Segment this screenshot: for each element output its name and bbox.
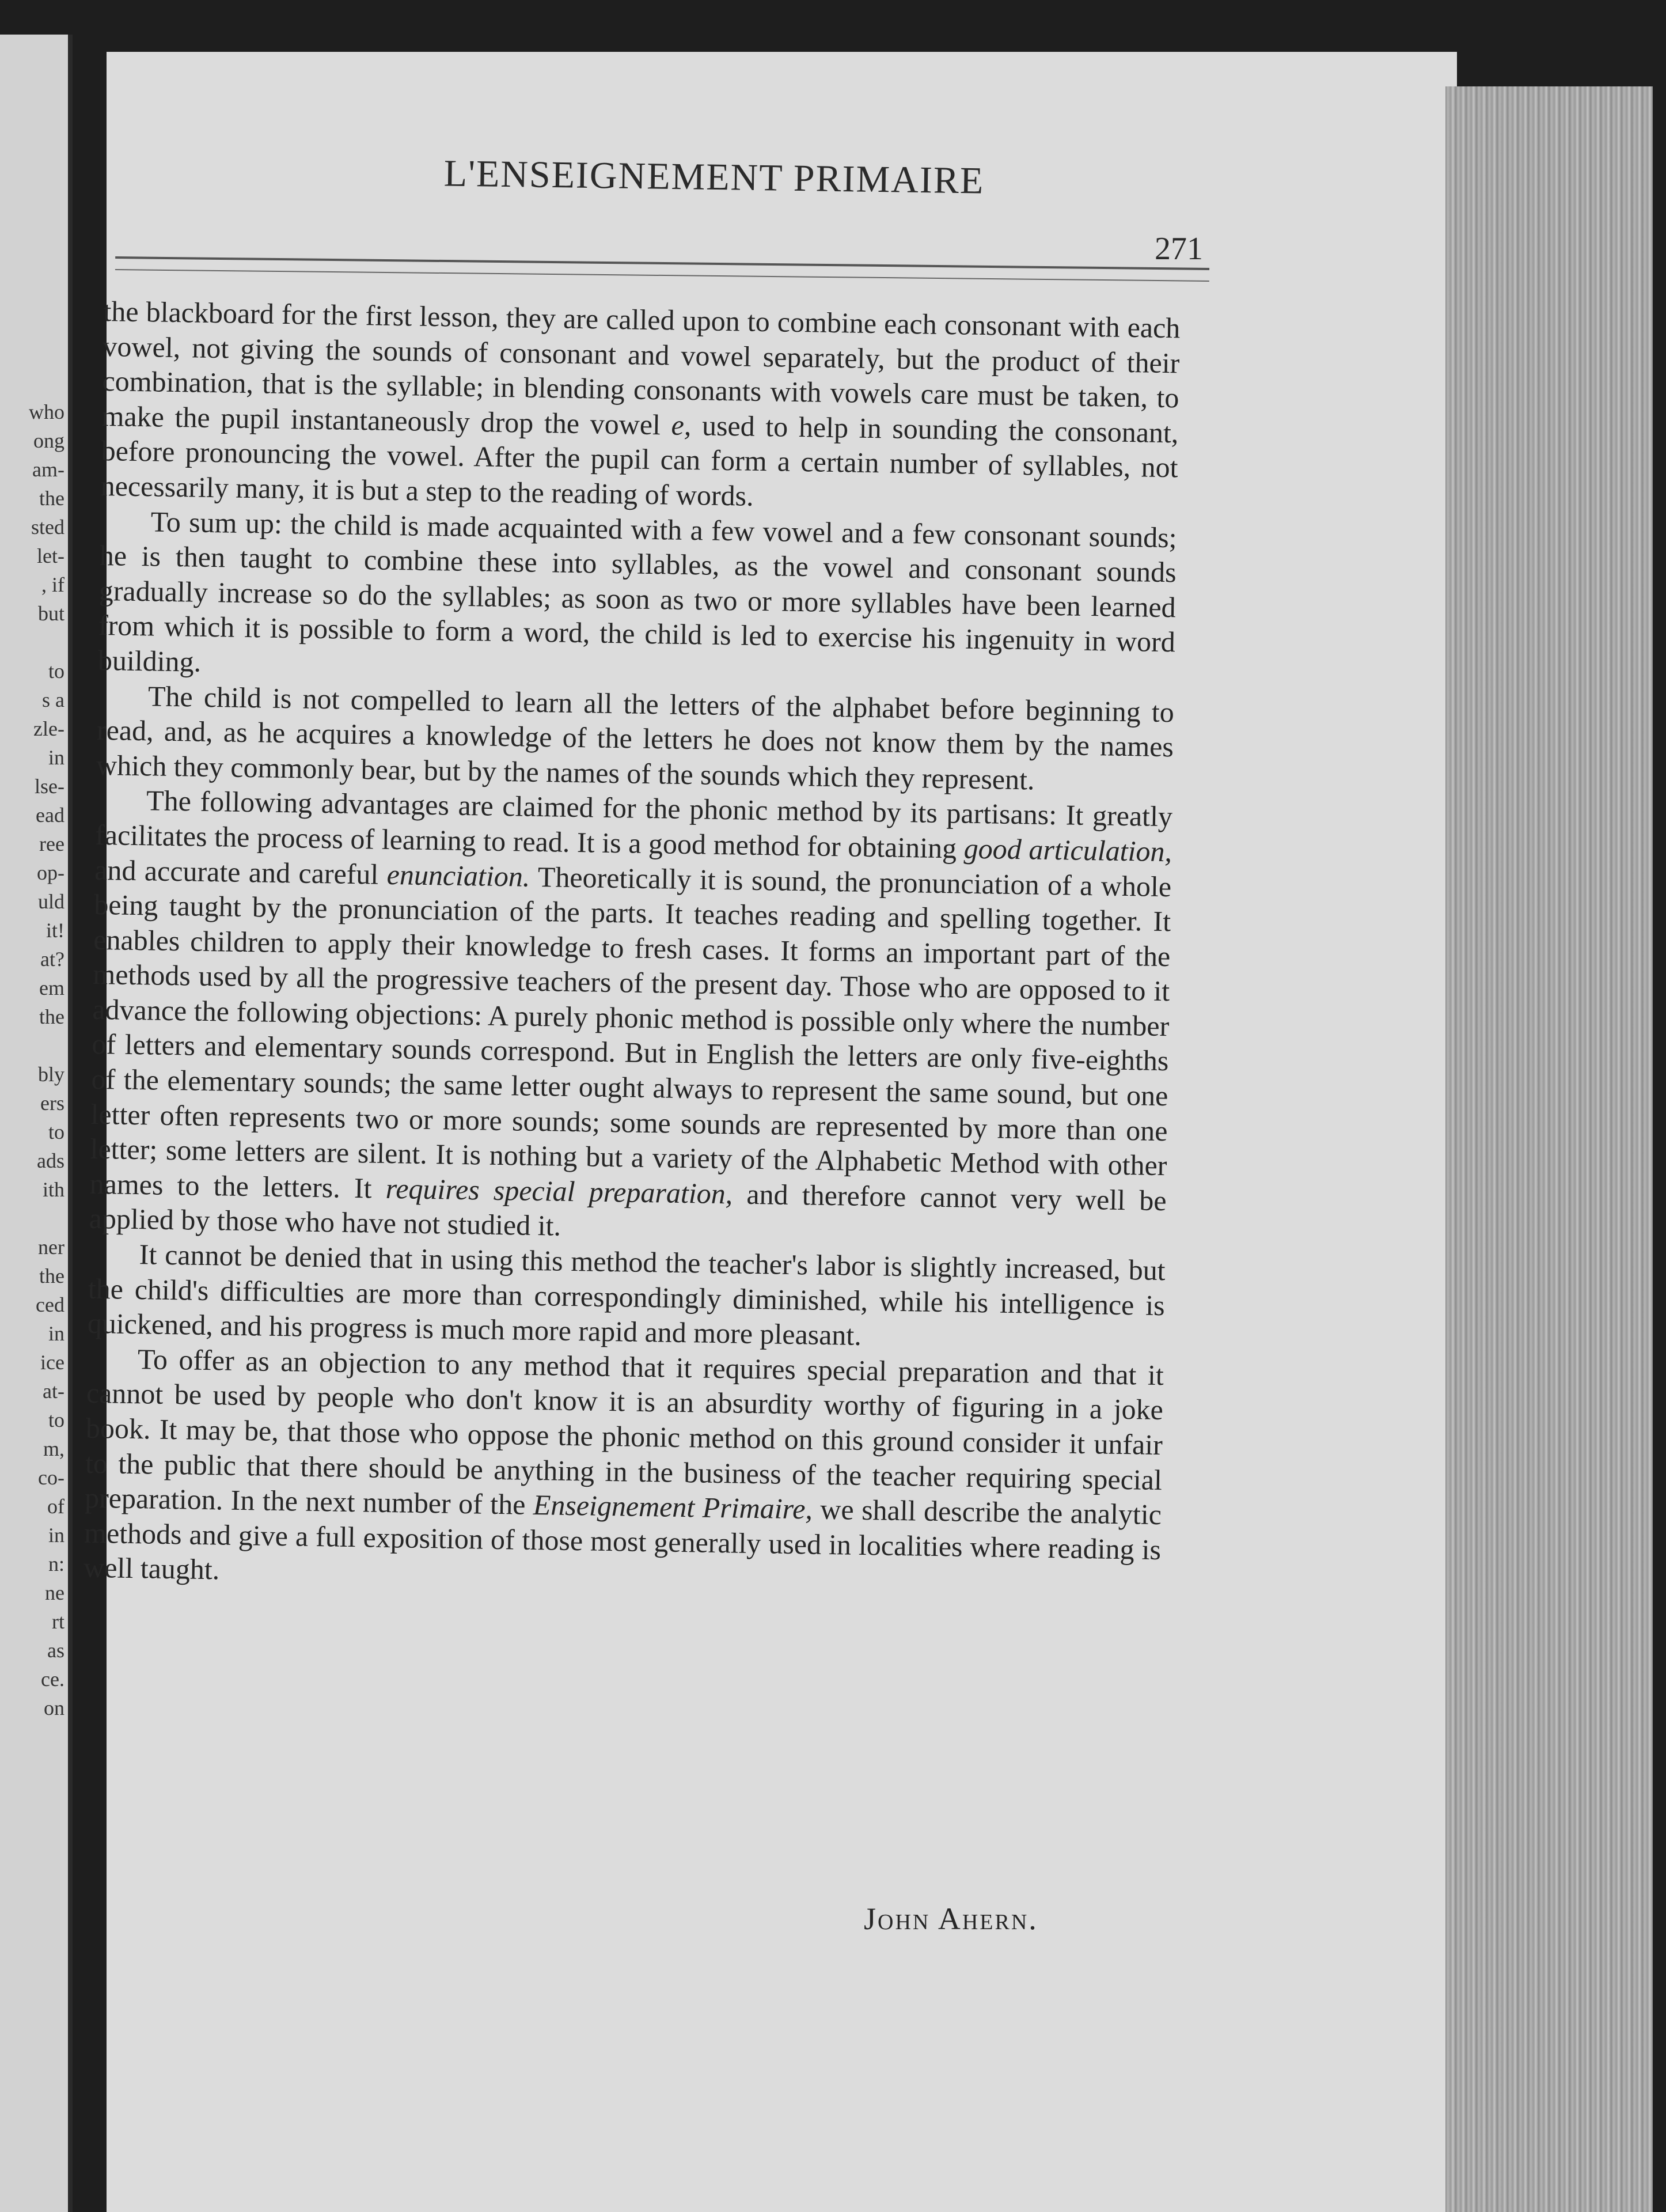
paragraph: It cannot be denied that in using this method the teacher's labor is slightly increased, but the child's difficulties are more than correspondingly diminished, while his intelligence is quickened, and his progress is much more rapid and more pleasant. <box>87 1238 1166 1352</box>
left-page-fragment: ead <box>36 804 64 827</box>
left-page-fragment: em <box>39 976 64 999</box>
left-page-fragment: ice <box>40 1351 64 1374</box>
left-page-fragment: s a <box>42 688 64 711</box>
left-page-fragment <box>1 628 64 657</box>
left-page-fragment: ree <box>39 832 64 855</box>
book-page-edges <box>1445 86 1653 2212</box>
paragraph: the blackboard for the first lesson, they are called upon to combine each consonant with each vowel, not giving the sounds of consonant and vowel separately, but the product of their combination, that is the syllable; in blending consonants with vowels care must be taken, to make the pupil instantaneously drop the vowel e, used to help in sounding the consonant, before pronouncing the vowel. After the pupil can form a certain number of syllables, not necessarily many, it is but a step to the reading of words. <box>100 294 1181 512</box>
left-page-fragment <box>1 1204 64 1233</box>
left-page-fragment: ner <box>38 1236 64 1259</box>
left-page-fragment: as <box>47 1639 64 1662</box>
left-page-fragment: am- <box>32 458 64 481</box>
left-page-fragment: bly <box>37 1063 64 1086</box>
left-page-fragment: the <box>39 1264 64 1287</box>
left-page-fragment: ne <box>45 1581 64 1604</box>
author-signature: John Ahern. <box>864 1902 1038 1936</box>
left-page-fragment: to <box>48 1408 64 1431</box>
left-page-fragment: it! <box>46 919 64 942</box>
left-page-edge <box>0 35 73 2212</box>
left-page-fragment: in <box>48 746 64 769</box>
left-page-fragment: ith <box>42 1178 64 1201</box>
left-page-fragment: on <box>44 1696 64 1719</box>
left-page-fragment: sted <box>31 516 64 539</box>
left-page-text-fragments <box>1 397 64 1722</box>
left-page-fragment: let- <box>37 544 64 567</box>
left-page-fragment: the <box>39 1005 64 1028</box>
left-page-fragment: , if <box>41 573 64 596</box>
paragraph: To offer as an objection to any method that it requires special preparation and that it cannot be used by people who don't know it is an absurdity worthy of figuring in a joke book. It may be, that those who oppose the phonic method on this ground consider it unfair to the public that there should be anything in the business of the teacher requiring special preparation. In the next number of the Enseignement Primaire, we shall describe the analytic methods and give a full exposition of those most generally used in localities where reading is well taught. <box>83 1342 1164 1586</box>
left-page-fragment: ers <box>40 1092 64 1115</box>
paragraph: The following advantages are claimed for the phonic method by its partisans: It greatly facilitates the process of learning to read. It is a good method for obtaining good articulation, and accurate and careful enunciation. Theoretically it is sound, the pronunciation of a whole being taught by the pronunciation of the parts. It teaches reading and spelling together. It enables children to apply their knowledge to fresh cases. It forms an important part of the methods used by all the progressive teachers of the present day. Those who are opposed to it advance the following objections: A purely phonic method is possible only where the number of letters and elementary sounds correspond. But in English the letters are only five-eighths of the elementary sounds; the same letter ought always to represent the same sound, but one letter often represents two or more sounds; some sounds are represented by more than one letter; some letters are silent. It is nothing but a variety of the Alphabetic Method with other names to the letters. It requires special preparation, and therefore cannot very well be applied by those who have not studied it. <box>89 784 1173 1243</box>
article-body <box>84 294 1181 1602</box>
paragraph: The child is not compelled to learn all the letters of the alphabet before beginning to read, and, as he acquires a knowledge of the letters he does not know them by the names which they commonly bear, but by the names of the sounds which they represent. <box>96 679 1175 796</box>
running-title: L'ENSEIGNEMENT PRIMAIRE <box>443 152 985 202</box>
paragraph: To sum up: the child is made acquainted with a few vowel and a few consonant sounds; he is then taught to combine these into syllables, as the vowel and consonant sounds gradually increase so do the syllables; as soon as two or more syllables have been learned from which it is possible to form a word, the child is led to exercise his ingenuity in word building. <box>97 505 1178 678</box>
left-page-fragment: at? <box>40 948 64 971</box>
left-page-fragment: to <box>48 1120 64 1143</box>
left-page-fragment: but <box>37 602 64 625</box>
left-page-fragment: m, <box>43 1437 64 1460</box>
left-page-fragment: to <box>48 660 64 683</box>
left-page-fragment: co- <box>38 1466 64 1489</box>
left-page-fragment: the <box>39 487 64 510</box>
left-page-fragment: ong <box>33 429 64 452</box>
left-page-fragment: in <box>48 1322 64 1345</box>
left-page-fragment: zle- <box>33 717 64 740</box>
left-page-fragment: of <box>47 1495 64 1518</box>
left-page-fragment: op- <box>37 861 64 884</box>
left-page-fragment: in <box>48 1524 64 1547</box>
left-page-fragment: rt <box>52 1610 64 1633</box>
left-page-fragment: ads <box>37 1149 64 1172</box>
page-number: 271 <box>1155 231 1203 267</box>
left-page-fragment: who <box>29 400 64 423</box>
left-page-fragment: n: <box>48 1552 64 1575</box>
left-page-fragment: uld <box>37 890 64 913</box>
left-page-fragment: at- <box>43 1380 64 1403</box>
left-page-fragment <box>1 1031 64 1060</box>
left-page-fragment: lse- <box>35 775 64 798</box>
left-page-fragment: ce. <box>41 1668 64 1691</box>
left-page-fragment: ced <box>36 1293 64 1316</box>
